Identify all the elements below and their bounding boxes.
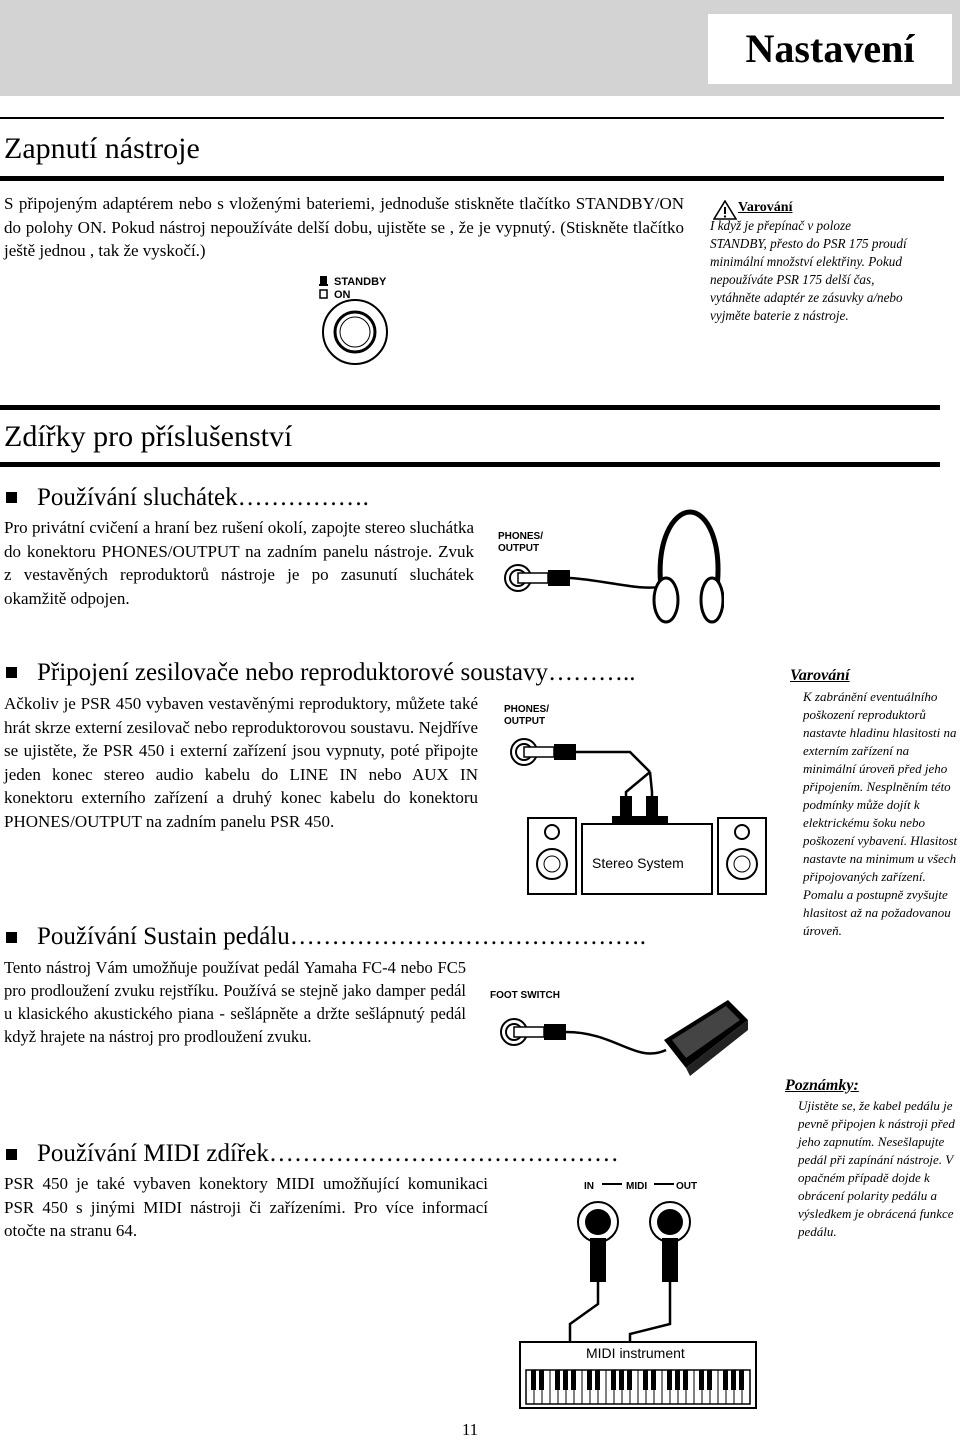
power-warning-title: Varování bbox=[738, 200, 793, 215]
bullet-icon bbox=[6, 932, 17, 943]
on-label: ON bbox=[334, 289, 351, 301]
phones-label: PHONES/ bbox=[498, 531, 544, 542]
midi-illustration bbox=[510, 1174, 760, 1414]
sustain-text: Tento nástroj Vám umožňuje používat pedál Yamaha FC-4 nebo FC5 pro prodloužení zvuku rejstříku. Používá se stejně jako damper pedál u klasického akustického piana - sešlápněte a držte sešlápnutý pedál když hrajete na nástroj pro prodloužení zvuku. bbox=[4, 958, 466, 1046]
on-mark-icon bbox=[320, 290, 327, 298]
footswitch-illustration bbox=[486, 980, 756, 1080]
sidebar-notes-title: Poznámky: bbox=[785, 1077, 859, 1094]
section-rule-top-2 bbox=[0, 405, 940, 410]
section-title-jacks: Zdířky pro příslušenství bbox=[4, 420, 293, 453]
page-title: Nastavení bbox=[745, 26, 915, 71]
midi-label: MIDI bbox=[626, 1181, 648, 1192]
midi-plug-out-icon bbox=[662, 1238, 678, 1282]
midi-text: PSR 450 je také vybaven konektory MIDI umožňující komunikaci PSR 450 s jinými MIDI nástroji či zařízeními. Pro více informací otočte na stranu 64. bbox=[4, 1174, 488, 1240]
section-title-power: Zapnutí nástroje bbox=[4, 132, 200, 165]
standby-mark-icon bbox=[320, 276, 327, 284]
power-button-ring bbox=[323, 300, 387, 364]
keyboard-keys-icon bbox=[526, 1370, 750, 1404]
midi-plug-in-icon bbox=[590, 1238, 606, 1282]
plug-icon bbox=[518, 573, 548, 583]
headphone-earcup-right bbox=[701, 578, 723, 622]
audio-cable bbox=[576, 752, 650, 772]
subsection-title-amplifier: Připojení zesilovače nebo reproduktorové soustavy……….. bbox=[37, 659, 636, 686]
power-button-icon bbox=[335, 312, 375, 352]
midi-instrument-label: MIDI instrument bbox=[586, 1345, 685, 1361]
headphone-earcup-left bbox=[654, 578, 678, 622]
sidebar-warning-title: Varování bbox=[790, 667, 850, 684]
power-warning-text: I když je přepínač v poloze STANDBY, přesto do PSR 175 proudí minimální množství elektřiny. Pokud nepoužíváte PSR 175 delší čas, vytáhněte adaptér ze zásuvky a/nebo vyjměte baterie z nástroje. bbox=[710, 218, 907, 323]
midi-cable-out bbox=[630, 1282, 670, 1342]
headphones-text: Pro privátní cvičení a hraní bez rušení okolí, zapojte stereo sluchátka do konektoru PHONES/OUTPUT na zadním panelu nástroje. Zvuk z vestavěných reproduktorů nástroje je po zasunutí sluchátek okamžitě odpojen. bbox=[4, 518, 474, 608]
page-number: 11 bbox=[461, 1420, 479, 1439]
stereo-system-label: Stereo System bbox=[592, 855, 684, 871]
amplifier-text: Ačkoliv je PSR 450 vybaven vestavěnými reproduktory, můžete také hrát skrze externí zesilovač nebo reproduktorovou soustavu. Nejdříve se ujistěte, že PSR 450 i externí zařízení jsou vypnuty, poté připojte jeden konec stereo audio kabelu do LINE IN nebo AUX IN konektoru externího zařízení a druhý konec kabelu do konektoru PHONES/OUTPUT na zadním panelu PSR 450. bbox=[4, 694, 478, 831]
midi-out-label: OUT bbox=[676, 1181, 698, 1192]
bullet-icon bbox=[6, 492, 17, 503]
subsection-title-headphones: Používání sluchátek……………. bbox=[37, 484, 369, 511]
power-text: S připojeným adaptérem nebo s vloženými bateriemi, jednoduše stiskněte tlačítko STANDBY/ON do polohy ON. Pokud nástroj nepoužíváte delší dobu, ujistěte se , že je vypnutý. (Stiskněte tlačítko ještě jednou , tak že vyskočí.) bbox=[4, 194, 684, 260]
stereo-system-illustration bbox=[500, 700, 776, 895]
plug-icon bbox=[514, 1027, 544, 1037]
sidebar-notes-text: Ujistěte se, že kabel pedálu je pevně připojen k nástroji před jeho zapnutím. Nesešlapujte pedál při zapínání nástroje. V opačném případě dojde k obrácení polarity pedálu a výsledkem je obrácená funkce pedálu. bbox=[798, 1098, 955, 1239]
subsection-title-sustain: Používání Sustain pedálu……………………………………. bbox=[37, 923, 646, 950]
section-rule-top bbox=[0, 117, 944, 119]
plug-icon bbox=[524, 747, 554, 757]
section-rule-bottom bbox=[0, 176, 944, 181]
bullet-icon bbox=[6, 667, 17, 678]
headphone-cable bbox=[570, 578, 662, 588]
midi-cable-in bbox=[570, 1282, 598, 1342]
phones-label: PHONES/ bbox=[504, 704, 550, 715]
pedal-cable bbox=[566, 1032, 666, 1054]
headphones-illustration bbox=[494, 500, 724, 630]
rca-plug-right-icon bbox=[646, 796, 658, 816]
output-label: OUTPUT bbox=[498, 543, 540, 554]
output-label: OUTPUT bbox=[504, 716, 546, 727]
footswitch-label: FOOT SWITCH bbox=[490, 990, 560, 1001]
bullet-icon bbox=[6, 1149, 17, 1160]
rca-plug-left-icon bbox=[620, 796, 632, 816]
section-rule-bottom-2 bbox=[0, 462, 940, 467]
sidebar-warning-text: K zabránění eventuálního poškození reproduktorů nastavte hladinu hlasitosti na externím zařízení na minimální úroveň před jeho připojením. Nesplněním této podmínky může dojít k elektrickému šoku nebo poškození vybavení. Hlasitost nastavte na minimum u všech připojovaných zařízení. Pomalu a postupně zvyšujte hlasitost až na požadovanou úroveň. bbox=[803, 689, 958, 938]
standby-label: STANDBY bbox=[334, 276, 387, 288]
subsection-title-midi: Používání MIDI zdířek…………………………………… bbox=[37, 1140, 619, 1167]
standby-button-illustration bbox=[318, 270, 428, 370]
midi-in-label: IN bbox=[584, 1181, 594, 1192]
